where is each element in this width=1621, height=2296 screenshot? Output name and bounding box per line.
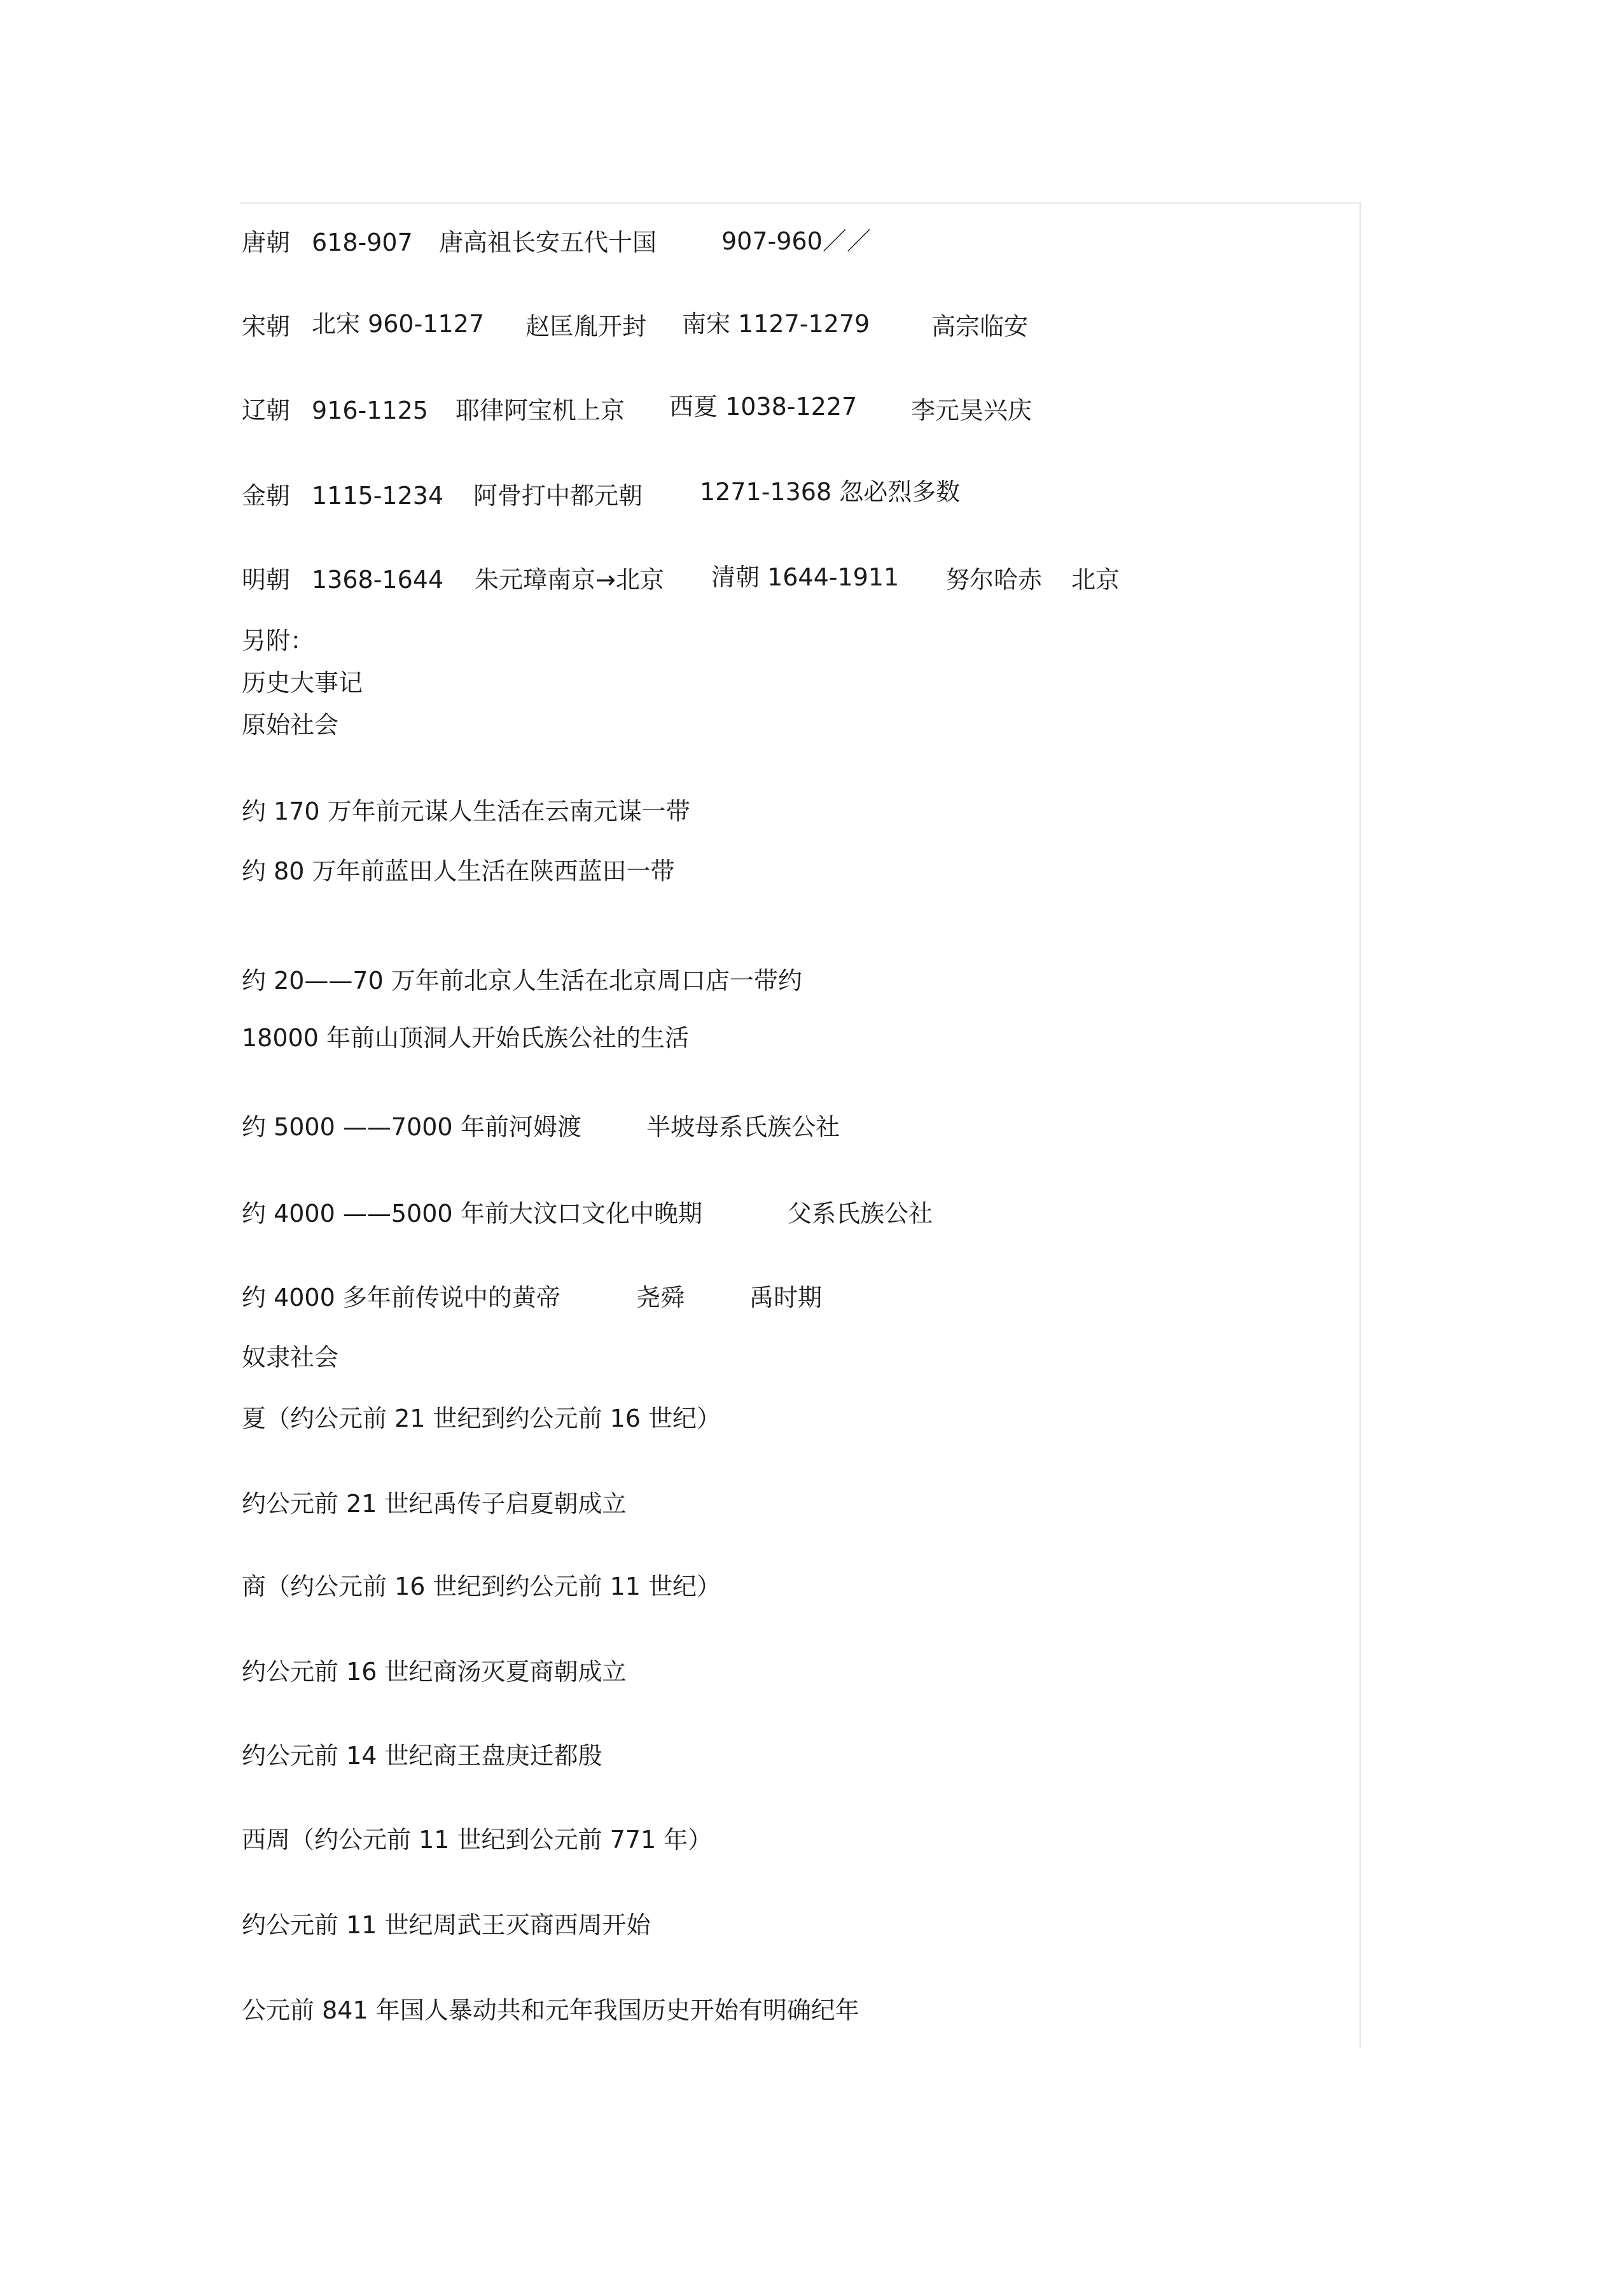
event-line: 约 80 万年前蓝田人生活在陕西蓝田一带 — [242, 857, 675, 885]
event-text: 年前大汶口文化中晚期 — [461, 1200, 703, 1228]
event-text: 父系氏族公社 — [788, 1200, 933, 1228]
dynasty-name: 辽朝 — [242, 396, 291, 424]
dynasty-years: 618-907 — [312, 228, 413, 256]
event-line: 约公元前 16 世纪商汤灭夏商朝成立 — [242, 1658, 627, 1686]
dynasty-years: 南宋 1127-1279 — [682, 310, 870, 338]
dynasty-years: 清朝 1644-1911 — [711, 563, 900, 591]
dynasty-founder-capital: 赵匡胤开封 — [525, 312, 647, 340]
event-line: 公元前 841 年国人暴动共和元年我国历史开始有明确纪年 — [242, 1996, 859, 2024]
dynasty-founder-capital: 阿骨打中都元朝 — [473, 482, 643, 510]
dynasty-founder-capital: 唐高祖长安五代十国 — [439, 228, 657, 256]
event-line: 夏（约公元前 21 世纪到约公元前 16 世纪） — [242, 1404, 721, 1432]
event-line: 约公元前 14 世纪商王盘庚迁都殷 — [242, 1742, 602, 1770]
section-heading: 奴隶社会 — [242, 1343, 339, 1371]
dynasty-years: 907-960／／ — [721, 227, 871, 255]
dynasty-founder-capital: 高宗临安 — [931, 312, 1029, 340]
page-border-top — [240, 202, 1360, 204]
event-line: 商（约公元前 16 世纪到约公元前 11 世纪） — [242, 1572, 721, 1600]
page-border-right — [1360, 202, 1361, 2048]
event-date: 约 5000 ——7000 — [242, 1113, 453, 1141]
event-date: 约 4000 ——5000 — [242, 1200, 453, 1228]
dynasty-years: 1271-1368 忽必烈多数 — [700, 478, 961, 506]
event-text: 约 4000 多年前传说中的黄帝 — [242, 1284, 560, 1312]
event-line: 18000 年前山顶洞人开始氏族公社的生活 — [242, 1024, 689, 1052]
event-text: 半坡母系氏族公社 — [646, 1113, 840, 1141]
dynasty-founder: 努尔哈赤 — [945, 566, 1043, 594]
dynasty-name: 明朝 — [242, 566, 291, 594]
event-line: 约 20——70 万年前北京人生活在北京周口店一带约 — [242, 967, 802, 995]
event-line: 西周（约公元前 11 世纪到公元前 771 年） — [242, 1826, 713, 1854]
dynasty-years: 1115-1234 — [312, 482, 444, 510]
event-line: 约公元前 11 世纪周武王灭商西周开始 — [242, 1911, 651, 1939]
dynasty-years: 西夏 1038-1227 — [669, 393, 858, 421]
dynasty-name: 金朝 — [242, 482, 291, 510]
section-heading: 历史大事记 — [242, 669, 363, 697]
dynasty-name: 宋朝 — [242, 312, 291, 340]
appendix-label: 另附： — [242, 627, 315, 655]
dynasty-founder-capital: 朱元璋南京→北京 — [475, 566, 664, 594]
dynasty-capital: 北京 — [1071, 566, 1120, 594]
section-heading: 原始社会 — [242, 711, 339, 739]
dynasty-founder-capital: 耶律阿宝机上京 — [456, 396, 625, 424]
dynasty-years: 916-1125 — [312, 396, 428, 424]
event-text: 年前河姆渡 — [461, 1113, 582, 1141]
event-text: 尧舜 — [636, 1284, 685, 1312]
dynasty-years: 北宋 960-1127 — [312, 310, 485, 338]
event-line: 约 170 万年前元谋人生活在云南元谋一带 — [242, 797, 690, 825]
event-text: 禹时期 — [749, 1284, 823, 1312]
dynasty-name: 唐朝 — [242, 228, 291, 256]
event-line: 约公元前 21 世纪禹传子启夏朝成立 — [242, 1490, 627, 1518]
dynasty-founder-capital: 李元昊兴庆 — [911, 396, 1033, 424]
dynasty-years: 1368-1644 — [312, 566, 444, 594]
